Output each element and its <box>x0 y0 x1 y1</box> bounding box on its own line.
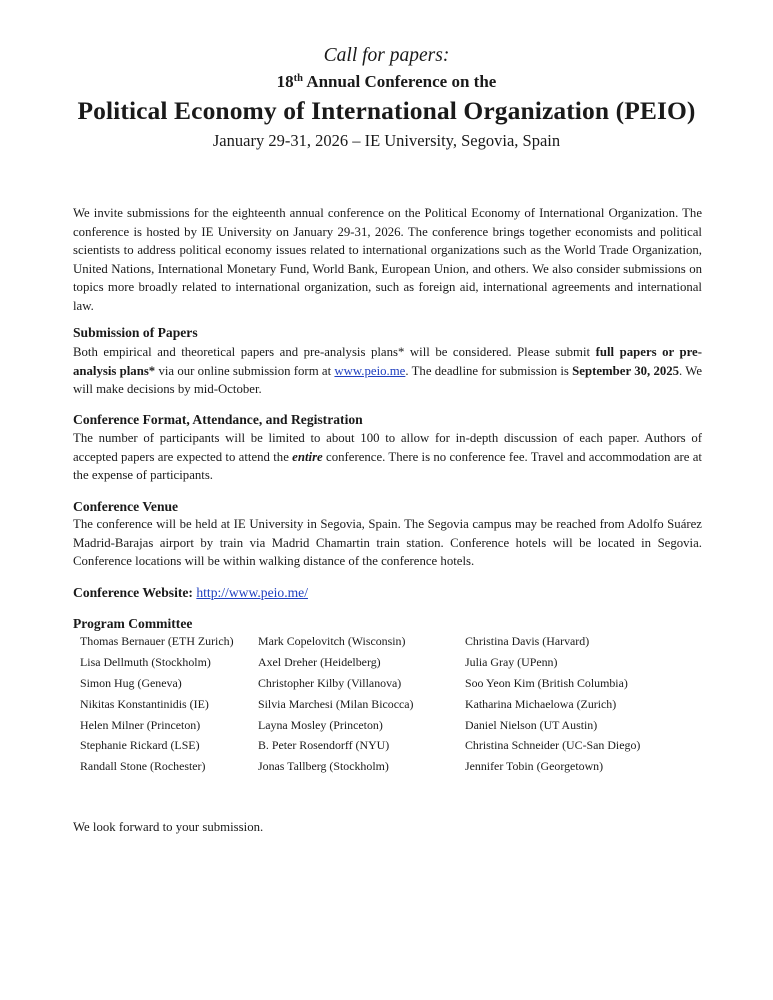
committee-heading: Program Committee <box>73 616 193 631</box>
closing-line: We look forward to your submission. <box>73 820 264 834</box>
committee-member: Silvia Marchesi (Milan Bicocca) <box>258 696 414 711</box>
venue-heading: Conference Venue <box>73 499 179 514</box>
edition-text: Annual Conference on the <box>303 72 497 91</box>
submission-text-3: . The deadline for submission is <box>405 363 573 378</box>
call-for-papers-label: Call for papers: <box>323 45 450 66</box>
committee-member: Randall Stone (Rochester) <box>80 759 206 774</box>
format-emphasis: entire <box>292 449 323 464</box>
format-text-1: The number of participants will be limited to about 100 to allow for in-depth discussion of each paper. Authors of accepted papers are expected to attend the <box>73 431 702 464</box>
edition-suffix: th <box>293 73 304 84</box>
venue-paragraph: The conference will be held at IE University in Segovia, Spain. The Segovia campus may be reached from Adolfo Suárez Madrid-Barajas airport by train via Madrid Chamartin train station. Conference hotels will be located in Segovia. Conference locations will be within walking distance of the conference hotels. <box>73 517 702 569</box>
website-line <box>73 584 702 602</box>
committee-member: Layna Mosley (Princeton) <box>258 717 383 732</box>
committee-member: Julia Gray (UPenn) <box>465 654 558 669</box>
submission-deadline: September 30, 2025 <box>572 363 680 378</box>
committee-member: Simon Hug (Geneva) <box>80 675 182 690</box>
submission-bold-1: full papers or pre-analysis plans* <box>73 345 702 378</box>
format-paragraph <box>73 429 702 485</box>
submission-heading: Submission of Papers <box>73 325 198 340</box>
committee-member: Nikitas Konstantinidis (IE) <box>80 696 209 711</box>
committee-member: Jonas Tallberg (Stockholm) <box>258 759 389 774</box>
edition-number: 18 <box>276 72 294 91</box>
committee-member: Stephanie Rickard (LSE) <box>80 738 200 753</box>
committee-member: Katharina Michaelowa (Zurich) <box>465 696 617 711</box>
conference-title: Political Economy of International Organization (PEIO) <box>77 96 696 125</box>
committee-member: Jennifer Tobin (Georgetown) <box>465 759 604 774</box>
committee-member: Christopher Kilby (Villanova) <box>258 675 402 690</box>
submission-paragraph <box>73 343 702 399</box>
committee-member: Axel Dreher (Heidelberg) <box>258 654 381 669</box>
committee-member: Christina Davis (Harvard) <box>465 634 590 648</box>
website-label: Conference Website: <box>73 585 193 600</box>
conference-date-location: January 29-31, 2026 – IE University, Segovia, Spain <box>212 131 561 150</box>
submission-text-4: . We will make decisions by mid-October. <box>73 363 703 397</box>
submission-text-2: via our online submission form at <box>155 363 335 378</box>
committee-member: Thomas Bernauer (ETH Zurich) <box>80 634 234 648</box>
committee-member: B. Peter Rosendorff (NYU) <box>258 738 390 753</box>
committee-member: Mark Copelovitch (Wisconsin) <box>258 634 406 648</box>
submission-text-1: Both empirical and theoretical papers and pre-analysis plans* will be considered. Please submit <box>73 345 596 359</box>
committee-member: Lisa Dellmuth (Stockholm) <box>80 654 211 669</box>
committee-list <box>80 634 680 780</box>
website-link[interactable]: http://www.peio.me/ <box>196 585 308 600</box>
format-text-2: conference. There is no conference fee. Travel and accommodation are at the expense of participants. <box>73 449 702 483</box>
committee-member: Christina Schneider (UC-San Diego) <box>465 738 641 753</box>
intro-paragraph: We invite submissions for the eighteenth annual conference on the Political Economy of International Organization. The conference is hosted by IE University on January 29-31, 2026. The conference brings together economists and political scientists to address political economy issues related to international organizations such as the World Trade Organization, United Nations, International Monetary Fund, World Bank, European Union, and others. We also consider submissions on topics more broadly related to international organization, such as foreign aid, international agreements and international law. <box>73 206 702 313</box>
conference-edition <box>0 72 773 92</box>
committee-member: Helen Milner (Princeton) <box>80 717 201 732</box>
submission-form-link[interactable]: www.peio.me <box>334 363 406 378</box>
format-heading: Conference Format, Attendance, and Registration <box>73 412 363 427</box>
committee-member: Daniel Nielson (UT Austin) <box>465 717 598 732</box>
committee-member: Soo Yeon Kim (British Columbia) <box>465 675 628 690</box>
